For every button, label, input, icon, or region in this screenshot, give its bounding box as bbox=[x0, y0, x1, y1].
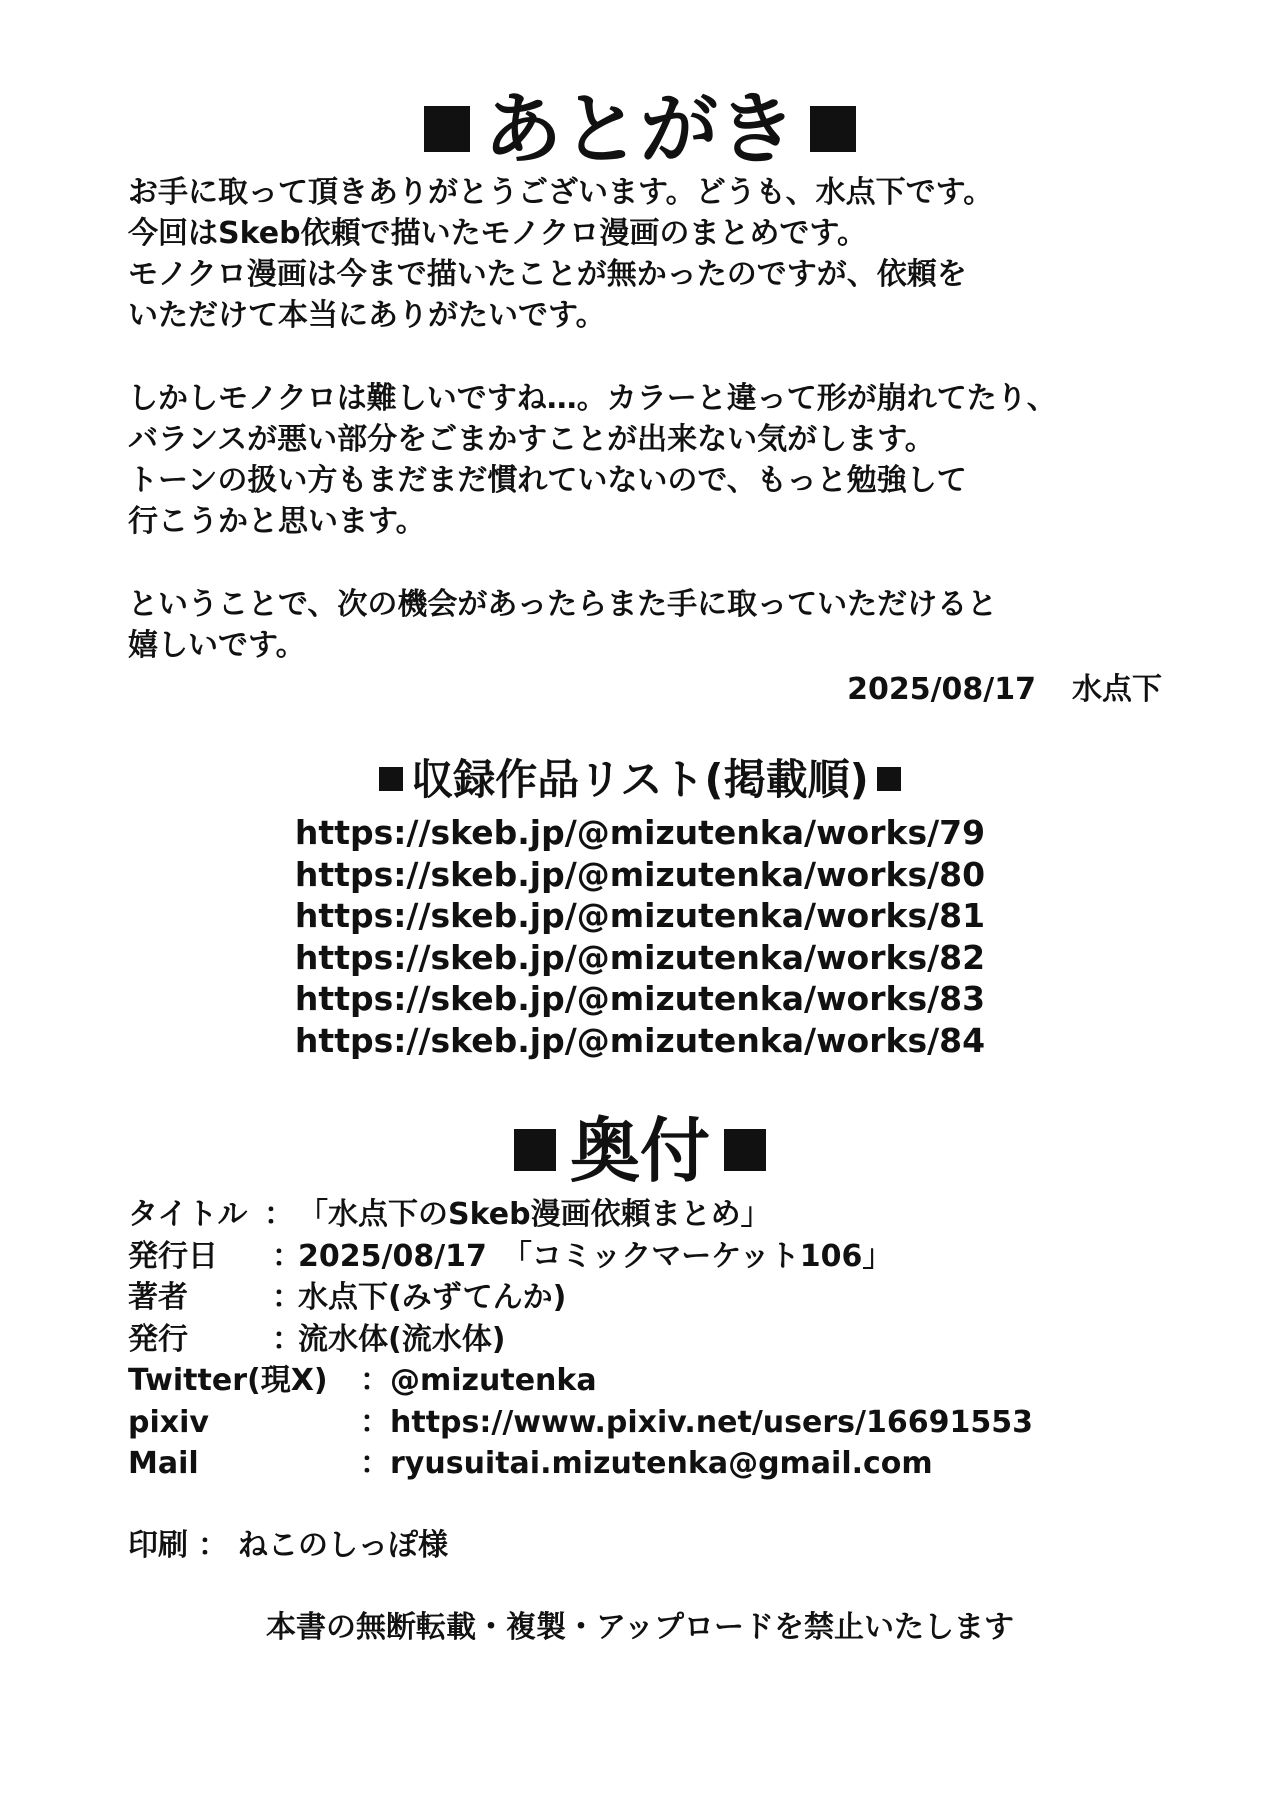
paragraph-line: ということで、次の機会があったらまた手に取っていただけると bbox=[128, 587, 998, 622]
black-square-icon bbox=[379, 767, 403, 791]
colophon-row-date bbox=[128, 1236, 1188, 1278]
colophon-heading bbox=[0, 1108, 1280, 1194]
colophon-row-twitter bbox=[128, 1360, 1188, 1402]
black-square-icon bbox=[724, 1129, 766, 1171]
colophon-row-publisher bbox=[128, 1319, 1188, 1361]
colophon-row-mail bbox=[128, 1443, 1188, 1485]
colophon-value: https://www.pixiv.net/users/16691553 bbox=[390, 1404, 1033, 1440]
black-square-icon bbox=[877, 767, 901, 791]
colophon-value: 「水点下のSkeb漫画依頼まとめ」 bbox=[298, 1197, 771, 1232]
black-square-icon bbox=[514, 1129, 556, 1171]
colophon-row-pixiv bbox=[128, 1402, 1188, 1444]
colophon-row-author bbox=[128, 1277, 1188, 1319]
signature-date: 2025/08/17 bbox=[847, 672, 1036, 707]
paragraph-line: 嬉しいです。 bbox=[128, 628, 306, 663]
black-square-icon bbox=[810, 106, 856, 152]
colophon-value: ryusuitai.mizutenka@gmail.com bbox=[390, 1446, 933, 1481]
paragraph-line: バランスが悪い部分をごまかすことが出来ない気がします。 bbox=[128, 422, 935, 457]
black-square-icon bbox=[424, 106, 470, 152]
work-url: https://skeb.jp/@mizutenka/works/81 bbox=[294, 896, 986, 935]
work-url: https://skeb.jp/@mizutenka/works/79 bbox=[294, 813, 986, 852]
colophon-separator: ： bbox=[360, 1446, 390, 1481]
colophon-title: 奥付 bbox=[570, 1110, 710, 1192]
colophon-label: タイトル bbox=[128, 1197, 248, 1232]
afterword-paragraph-3 bbox=[128, 584, 1188, 666]
work-list-heading bbox=[0, 752, 1280, 808]
colophon-label: 発行 bbox=[128, 1321, 188, 1357]
work-list-title: 収録作品リスト(掲載順) bbox=[411, 755, 869, 804]
paragraph-line: モノクロ漫画は今まで描いたことが無かったのですが、依頼を bbox=[128, 257, 967, 292]
work-list bbox=[0, 812, 1280, 1061]
printer-label: 印刷 bbox=[128, 1528, 188, 1563]
paragraph-line: しかしモノクロは難しいですね…。カラーと違って形が崩れてたり、 bbox=[128, 381, 1057, 416]
colophon-value: 流水体(流水体) bbox=[298, 1321, 506, 1357]
copyright-notice: 本書の無断転載・複製・アップロードを禁止いたします bbox=[266, 1610, 1014, 1645]
colophon-table bbox=[128, 1194, 1188, 1485]
colophon-separator: ： bbox=[360, 1363, 390, 1398]
colophon-value: 水点下(みずてんか) bbox=[298, 1280, 567, 1315]
work-url: https://skeb.jp/@mizutenka/works/84 bbox=[294, 1020, 986, 1060]
paragraph-line: いただけて本当にありがたいです。 bbox=[128, 298, 606, 333]
signature bbox=[847, 670, 1162, 710]
colophon-label: pixiv bbox=[128, 1404, 209, 1440]
colophon-row-title bbox=[128, 1194, 1188, 1236]
printer-line bbox=[128, 1526, 448, 1566]
afterword-paragraph-1 bbox=[128, 172, 1188, 336]
paragraph-line: トーンの扱い方もまだまだ慣れていないので、もっと勉強して bbox=[128, 463, 967, 498]
work-url: https://skeb.jp/@mizutenka/works/82 bbox=[294, 937, 986, 977]
colophon-separator: ： bbox=[272, 1238, 302, 1274]
printer-separator: ： bbox=[198, 1528, 228, 1563]
paragraph-line: お手に取って頂きありがとうございます。どうも、水点下です。 bbox=[128, 175, 994, 210]
colophon-value: @mizutenka bbox=[390, 1363, 597, 1398]
afterword-heading bbox=[0, 82, 1280, 178]
colophon-label: Mail bbox=[128, 1446, 199, 1481]
colophon-label: 発行日 bbox=[128, 1238, 218, 1274]
work-url: https://skeb.jp/@mizutenka/works/83 bbox=[294, 979, 986, 1018]
afterword-paragraph-2 bbox=[128, 378, 1188, 542]
afterword-title: あとがき bbox=[483, 85, 796, 175]
colophon-value: 2025/08/17 「コミックマーケット106」 bbox=[298, 1238, 893, 1274]
colophon-separator: ： bbox=[264, 1197, 294, 1232]
printer-value: ねこのしっぽ様 bbox=[238, 1528, 448, 1563]
paragraph-line: 今回はSkeb依頼で描いたモノクロ漫画のまとめです。 bbox=[128, 216, 867, 251]
colophon-separator: ： bbox=[272, 1280, 302, 1315]
work-url: https://skeb.jp/@mizutenka/works/80 bbox=[294, 854, 986, 894]
colophon-label: 著者 bbox=[128, 1280, 188, 1315]
colophon-separator: ： bbox=[272, 1321, 302, 1357]
colophon-label: Twitter(現X) bbox=[128, 1363, 328, 1398]
colophon-separator: ： bbox=[360, 1404, 390, 1440]
paragraph-line: 行こうかと思います。 bbox=[128, 504, 426, 539]
signature-name: 水点下 bbox=[1072, 672, 1162, 707]
